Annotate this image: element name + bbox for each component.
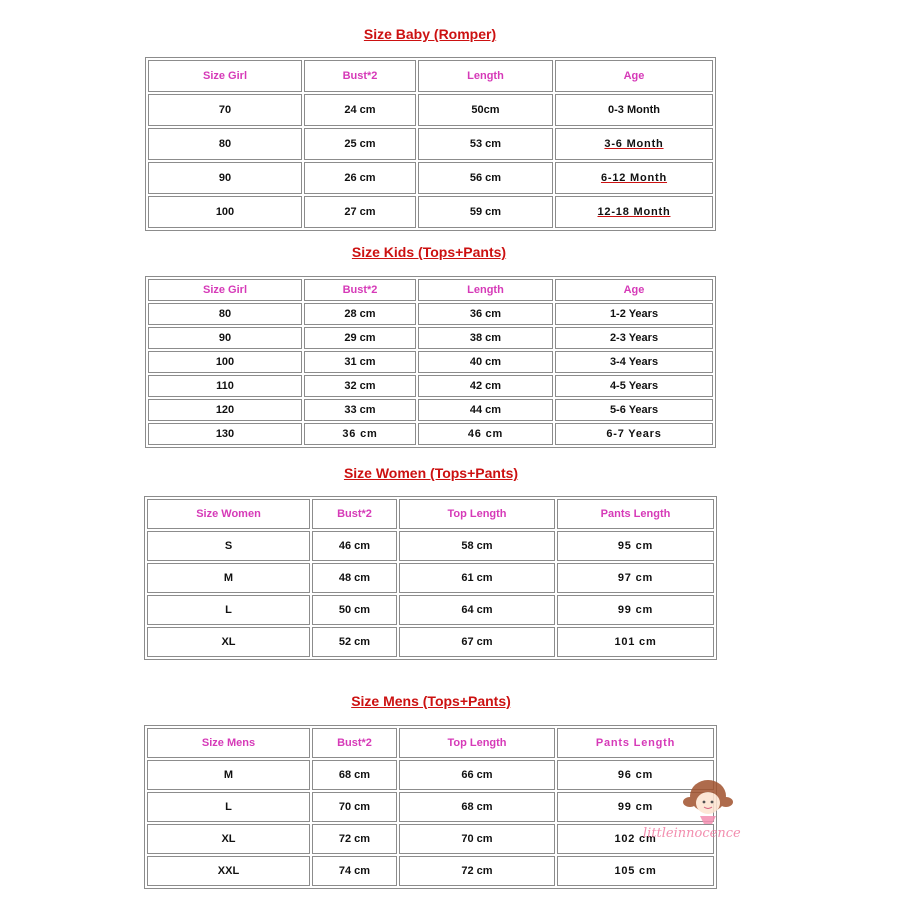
table-row: [148, 128, 713, 160]
table-cell: 80: [148, 303, 302, 325]
table-cell: 100: [148, 196, 302, 228]
table-cell: 99 cm: [557, 595, 714, 625]
table-cell: 50cm: [418, 94, 553, 126]
header-cell: Size Women: [147, 499, 310, 529]
table-row: [148, 399, 713, 421]
header-cell: Size Girl: [148, 60, 302, 92]
header-cell: Pants Length: [557, 499, 714, 529]
header-cell: Pants Length: [557, 728, 714, 758]
table-row: [148, 196, 713, 228]
watermark-text: littleinnocence: [643, 826, 741, 841]
table-cell: 1-2 Years: [555, 303, 713, 325]
table-header-row: [148, 279, 713, 301]
table-cell: 46 cm: [418, 423, 553, 445]
table-row: [147, 595, 714, 625]
table-row: [148, 375, 713, 397]
table-cell: 6-7 Years: [555, 423, 713, 445]
header-cell: Length: [418, 60, 553, 92]
table-cell: S: [147, 531, 310, 561]
header-cell: Top Length: [399, 728, 555, 758]
table-cell: 33 cm: [304, 399, 416, 421]
table-cell: 72 cm: [312, 824, 397, 854]
header-cell: Age: [555, 60, 713, 92]
table-header-row: [147, 499, 714, 529]
table-row: [148, 303, 713, 325]
table-cell: 90: [148, 327, 302, 349]
table-cell: L: [147, 595, 310, 625]
table-cell: [555, 196, 713, 228]
table-cell: 67 cm: [399, 627, 555, 657]
table-cell: 95 cm: [557, 531, 714, 561]
table-row: [147, 824, 714, 854]
table-row: [148, 162, 713, 194]
table-cell: 110: [148, 375, 302, 397]
table-cell: 101 cm: [557, 627, 714, 657]
table-cell: 2-3 Years: [555, 327, 713, 349]
size-table-mens: [144, 725, 717, 889]
table-cell: 68 cm: [399, 792, 555, 822]
table-cell: 96 cm: [557, 760, 714, 790]
age-value: 6-12 Month: [600, 172, 668, 184]
table-cell: 29 cm: [304, 327, 416, 349]
table-cell: 68 cm: [312, 760, 397, 790]
table-cell: 4-5 Years: [555, 375, 713, 397]
table-cell: 70 cm: [312, 792, 397, 822]
table-row: [147, 531, 714, 561]
table-cell: M: [147, 760, 310, 790]
table-cell: 44 cm: [418, 399, 553, 421]
table-cell: 120: [148, 399, 302, 421]
table-cell: 40 cm: [418, 351, 553, 373]
table-row: [148, 94, 713, 126]
section-title-kids: Size Kids (Tops+Pants): [351, 244, 507, 260]
table-cell: 61 cm: [399, 563, 555, 593]
size-table-baby: [145, 57, 716, 231]
table-cell: 27 cm: [304, 196, 416, 228]
header-cell: Bust*2: [312, 728, 397, 758]
table-cell: XL: [147, 824, 310, 854]
table-cell: 130: [148, 423, 302, 445]
table-cell: 74 cm: [312, 856, 397, 886]
table-cell: 99 cm: [557, 792, 714, 822]
table-header-row: [148, 60, 713, 92]
header-cell: Size Girl: [148, 279, 302, 301]
table-row: [148, 327, 713, 349]
section-title-mens: Size Mens (Tops+Pants): [351, 693, 511, 709]
table-row: [148, 423, 713, 445]
table-row: [147, 792, 714, 822]
header-cell: Age: [555, 279, 713, 301]
table-cell: 102 cm: [557, 824, 714, 854]
table-cell: 100: [148, 351, 302, 373]
table-cell: [555, 128, 713, 160]
header-cell: Bust*2: [312, 499, 397, 529]
table-cell: 0-3 Month: [555, 94, 713, 126]
header-cell: Top Length: [399, 499, 555, 529]
header-cell: Bust*2: [304, 60, 416, 92]
table-cell: 38 cm: [418, 327, 553, 349]
table-cell: 53 cm: [418, 128, 553, 160]
section-title-baby: Size Baby (Romper): [363, 26, 497, 42]
age-value: 12-18 Month: [597, 206, 671, 218]
table-cell: 46 cm: [312, 531, 397, 561]
table-cell: M: [147, 563, 310, 593]
header-cell: Bust*2: [304, 279, 416, 301]
table-row: [147, 760, 714, 790]
section-title-women: Size Women (Tops+Pants): [343, 465, 519, 481]
table-cell: 3-4 Years: [555, 351, 713, 373]
table-row: [147, 563, 714, 593]
table-cell: 31 cm: [304, 351, 416, 373]
table-cell: 25 cm: [304, 128, 416, 160]
table-cell: 80: [148, 128, 302, 160]
table-cell: 90: [148, 162, 302, 194]
header-cell: Length: [418, 279, 553, 301]
table-cell: 56 cm: [418, 162, 553, 194]
table-cell: 28 cm: [304, 303, 416, 325]
table-cell: [555, 162, 713, 194]
table-cell: 26 cm: [304, 162, 416, 194]
size-table-kids: [145, 276, 716, 448]
table-cell: 58 cm: [399, 531, 555, 561]
header-cell: Size Mens: [147, 728, 310, 758]
table-cell: 70: [148, 94, 302, 126]
table-cell: 32 cm: [304, 375, 416, 397]
table-cell: XL: [147, 627, 310, 657]
table-cell: 42 cm: [418, 375, 553, 397]
table-row: [148, 351, 713, 373]
table-cell: 64 cm: [399, 595, 555, 625]
table-cell: 52 cm: [312, 627, 397, 657]
table-cell: 50 cm: [312, 595, 397, 625]
table-cell: 66 cm: [399, 760, 555, 790]
table-cell: 97 cm: [557, 563, 714, 593]
size-table-women: [144, 496, 717, 660]
table-cell: L: [147, 792, 310, 822]
table-cell: 70 cm: [399, 824, 555, 854]
age-value: 3-6 Month: [604, 138, 664, 150]
table-cell: 105 cm: [557, 856, 714, 886]
table-row: [147, 856, 714, 886]
table-cell: 59 cm: [418, 196, 553, 228]
table-cell: 72 cm: [399, 856, 555, 886]
table-cell: 5-6 Years: [555, 399, 713, 421]
table-cell: 36 cm: [418, 303, 553, 325]
table-row: [147, 627, 714, 657]
table-cell: 36 cm: [304, 423, 416, 445]
table-header-row: [147, 728, 714, 758]
table-cell: XXL: [147, 856, 310, 886]
table-cell: 24 cm: [304, 94, 416, 126]
table-cell: 48 cm: [312, 563, 397, 593]
